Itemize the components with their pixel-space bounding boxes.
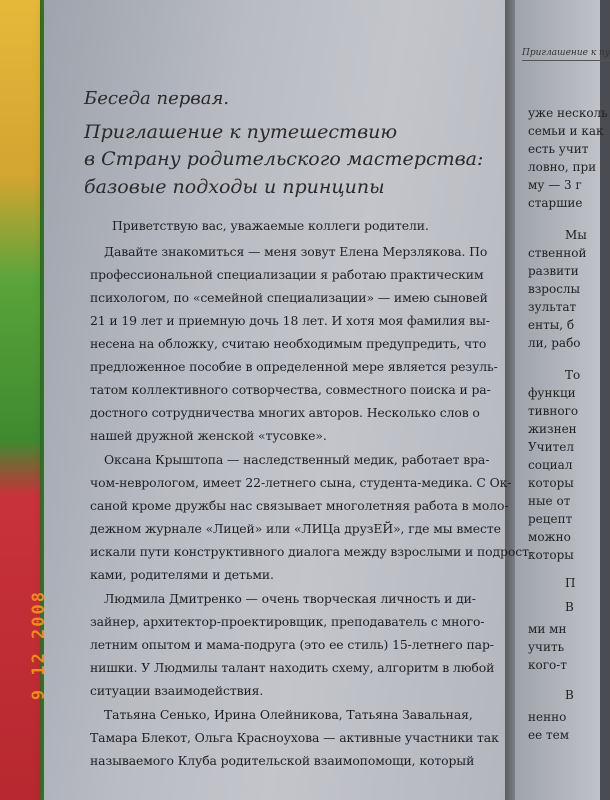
- body-line: саной кроме дружбы нас связывает многолетняя работа в моло-: [90, 498, 509, 513]
- body-line: достного сотрудничества многих авторов. Несколько слов о: [90, 405, 480, 420]
- left-book-page: [44, 0, 510, 800]
- body-line: нишки. У Людмилы талант находить схему, алгоритм в любой: [90, 660, 495, 675]
- chapter-heading-line-4: базовые подходы и принципы: [84, 176, 385, 198]
- right-page-line: развити: [528, 264, 579, 278]
- body-line: Людмила Дмитренко — очень творческая личность и ди-: [104, 591, 476, 606]
- body-line: психологом, по «семейной специализации» — имею сыновей: [90, 290, 488, 305]
- body-line: татом коллективного сотворчества, совместного поиска и ра-: [90, 382, 491, 397]
- body-line: зайнер, архитектор-проектировщик, преподаватель с много-: [90, 614, 485, 629]
- body-line: дежном журнале «Лицей» или «ЛИЦа друзЕЙ», где мы вместе: [90, 521, 501, 536]
- chapter-heading-line-1: Беседа первая.: [84, 88, 230, 109]
- right-page-line: старшие: [528, 196, 583, 210]
- chapter-heading-line-2: Приглашение к путешествию: [84, 121, 398, 143]
- right-page-line: кого-т: [528, 658, 567, 672]
- right-page-line: социал: [528, 458, 573, 472]
- right-page-line: учить: [528, 640, 565, 654]
- right-page-line: взрослы: [528, 282, 581, 296]
- body-line: 21 и 19 лет и приемную дочь 18 лет. И хотя моя фамилия вы-: [90, 313, 490, 328]
- right-page-line: му — 3 г: [528, 178, 582, 192]
- chapter-heading-line-3: в Страну родительского мастерства:: [84, 148, 484, 170]
- right-page-line: Учител: [528, 440, 574, 454]
- right-page-line: ми мн: [528, 622, 567, 636]
- body-line: профессиональной специализации я работаю практическим: [90, 267, 484, 282]
- body-line: Давайте знакомиться — меня зовут Елена Мерзлякова. По: [104, 244, 488, 259]
- body-line: предложенное пособие в определенной мере является резуль-: [90, 359, 498, 374]
- body-line: Приветствую вас, уважаемые коллеги родители.: [112, 218, 429, 233]
- body-line: искали пути конструктивного диалога между взрослыми и подрост-: [90, 544, 533, 559]
- body-line: несена на обложку, считаю необходимым предупредить, что: [90, 336, 487, 351]
- right-page-line: В: [565, 600, 574, 614]
- right-page-line: П: [565, 576, 576, 590]
- body-line: чом-неврологом, имеет 22-летнего сына, студента-медика. С Ок-: [90, 475, 512, 490]
- right-page-line: енты, б: [528, 318, 575, 332]
- body-line: нашей дружной женской «тусовке».: [90, 428, 327, 443]
- body-line: летним опытом и мама-подруга (это ее стиль) 15-летнего пар-: [90, 637, 494, 652]
- right-book-page: [515, 0, 600, 800]
- right-page-line: можно: [528, 530, 571, 544]
- body-line: Оксана Крыштопа — наследственный медик, работает вра-: [104, 452, 490, 467]
- right-page-line: функци: [528, 386, 576, 400]
- camera-date-stamp: 9 12 2008: [29, 590, 49, 701]
- body-line: ками, родителями и детьми.: [90, 567, 274, 582]
- body-line: Тамара Блекот, Ольга Красноухова — активные участники так: [90, 730, 499, 745]
- right-page-line: В: [565, 688, 574, 702]
- right-page-line: Мы: [565, 228, 587, 242]
- right-page-line: ственной: [528, 246, 587, 260]
- right-page-line: рецепт: [528, 512, 573, 526]
- right-page-line: семьи и как: [528, 124, 604, 138]
- right-page-line: То: [565, 368, 581, 382]
- body-line: Татьяна Сенько, Ирина Олейникова, Татьяна Завальная,: [104, 707, 473, 722]
- running-head: Приглашение к пу: [522, 48, 610, 61]
- right-page-line: ные от: [528, 494, 571, 508]
- body-line: называемого Клуба родительской взаимопомощи, который: [90, 753, 475, 768]
- right-page-line: зультат: [528, 300, 577, 314]
- right-page-line: которы: [528, 476, 574, 490]
- right-page-line: ловно, при: [528, 160, 597, 174]
- right-page-line: тивного: [528, 404, 579, 418]
- body-line: ситуации взаимодействия.: [90, 683, 264, 698]
- right-page-line: уже несколь: [528, 106, 608, 120]
- right-page-line: ненно: [528, 710, 567, 724]
- right-page-line: которы: [528, 548, 574, 562]
- right-page-line: ли, рабо: [528, 336, 581, 350]
- right-page-line: жизнен: [528, 422, 577, 436]
- right-page-line: есть учит: [528, 142, 589, 156]
- right-page-line: ее тем: [528, 728, 570, 742]
